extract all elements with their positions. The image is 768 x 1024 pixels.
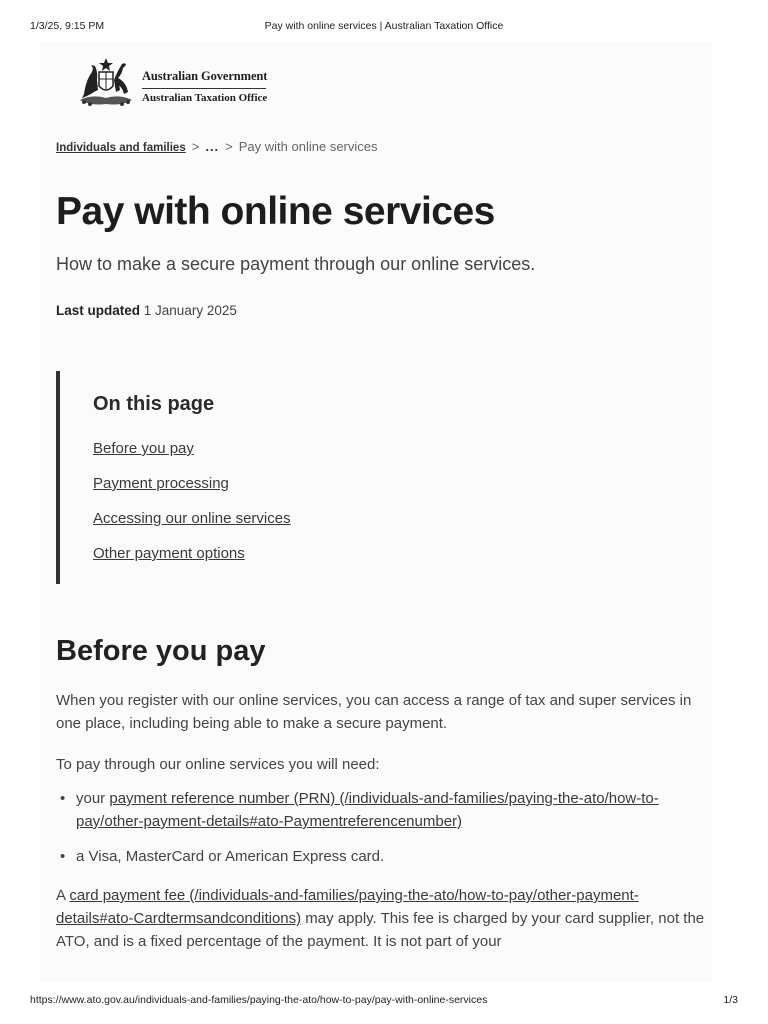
paragraph-requirements: To pay through our online services you will need: [56, 756, 380, 773]
bullet-icon: • [60, 790, 66, 807]
print-footer [30, 994, 738, 1008]
toc-link-accessing-online-services[interactable]: Accessing our online services [93, 510, 291, 527]
on-this-page-heading: On this page [93, 393, 215, 415]
list-item [93, 545, 291, 580]
bullet-text: a Visa, MasterCard or American Express card. [76, 848, 385, 865]
breadcrumb-ellipsis[interactable]: ... [205, 139, 220, 154]
toc-link-other-payment-options[interactable]: Other payment options [93, 545, 245, 562]
on-this-page-box [56, 371, 480, 584]
section-heading-before-you-pay: Before you pay [56, 635, 266, 667]
logo-line-1: Australian Government [142, 69, 268, 83]
paragraph-intro: When you register with our online services, you can access a range of tax and super services in one place, including being able to make a secure payment. [56, 692, 692, 732]
breadcrumb-individuals-link[interactable]: Individuals and families [56, 142, 186, 154]
requirements-list [56, 787, 706, 880]
print-date: 1/3/25, 9:15 PM [30, 20, 105, 32]
card-fee-link[interactable]: card payment fee (/individuals-and-families/paying-the-ato/how-to-pay/other-payment-details#ato-Cardtermsandconditions) [56, 887, 639, 927]
breadcrumb-current: Pay with online services [238, 139, 378, 154]
list-item [93, 475, 291, 510]
last-updated-label: Last updated [56, 303, 141, 318]
list-item [56, 787, 706, 833]
list-item [56, 845, 706, 868]
logo-line-2: Australian Taxation Office [142, 92, 268, 104]
last-updated [56, 303, 237, 318]
list-item [93, 510, 291, 545]
print-page-title: Pay with online services | Australian Taxation Office [264, 20, 504, 32]
bullet-text: your [76, 790, 110, 807]
page-title: Pay with online services [56, 190, 495, 233]
prn-link[interactable]: payment reference number (PRN) (/individuals-and-families/paying-the-ato/how-to-pay/other-payment-details#ato-Paymentreferencenumber) [76, 790, 659, 830]
breadcrumb [56, 139, 378, 154]
logo-rule [142, 88, 266, 89]
card-fee-lead: A [56, 887, 70, 904]
ato-logo[interactable] [74, 56, 274, 108]
print-header [30, 20, 738, 34]
print-page-number: 1/3 [723, 994, 738, 1006]
bullet-icon: • [60, 848, 66, 865]
card-fee-rest: may apply. This fee is charged by your card supplier, not the ATO, and is a fixed percentage of the payment. It is not part of your [56, 910, 705, 950]
last-updated-date: 1 January 2025 [143, 303, 237, 318]
print-url: https://www.ato.gov.au/individuals-and-families/paying-the-ato/how-to-pay/pay-with-online-services [30, 994, 488, 1006]
logo-text [142, 69, 267, 104]
list-item [93, 440, 291, 475]
page-subtitle: How to make a secure payment through our online services. [56, 254, 536, 274]
coat-of-arms-icon [74, 56, 138, 108]
paragraph-card-fee [56, 884, 706, 953]
breadcrumb-separator: > [191, 139, 200, 154]
page-content [40, 42, 712, 982]
breadcrumb-separator: > [225, 139, 233, 154]
on-this-page-list [93, 440, 291, 580]
toc-link-before-you-pay[interactable]: Before you pay [93, 440, 194, 457]
toc-link-payment-processing[interactable]: Payment processing [93, 475, 229, 492]
